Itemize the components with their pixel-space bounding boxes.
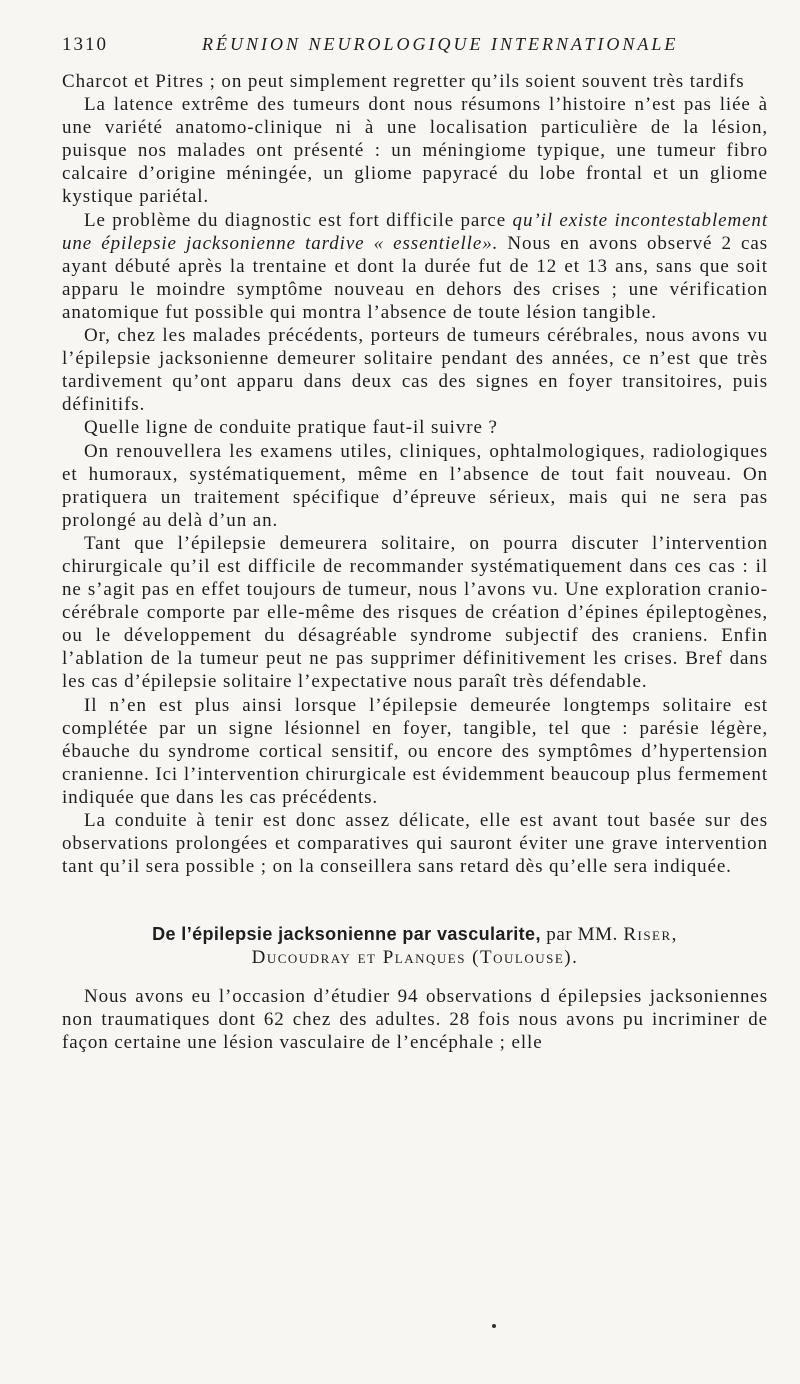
print-speck [492,1324,496,1328]
section-paragraph: Nous avons eu l’occasion d’étudier 94 observations d épilepsies jacksoniennes non traumatiques dont 62 chez des adultes. 28 fois nous avons pu incriminer de façon certaine une lésion vasculaire de l’encéphale ; elle [62,986,768,1054]
page [62,34,768,1055]
running-head: RÉUNION NEUROLOGIQUE INTERNATIONALE [202,34,679,54]
paragraph-1: Charcot et Pitres ; on peut simplement regretter qu’ils soient souvent très tardifs [62,71,745,92]
paragraph-6: On renouvellera les examens utiles, cliniques, ophtalmologiques, radiologiques et humoraux, systématiquement, même en l’absence de tout fait nouveau. On pratiquera un traitement spécifique d’épreuve sérieux, mais qui ne sera pas prolongé au delà d’un an. [62,440,768,531]
authors-line-2: Ducoudray et Planques (Toulouse). [251,947,579,969]
paragraph-3-before: Le problème du diagnostic est fort difficile parce [84,209,513,231]
paragraph-2: La latence extrême des tumeurs dont nous résumons l’histoire n’est pas liée à une variété anatomo-clinique ni à une localisation particulière de la lésion, puisque nos malades ont présenté : un méningiome typique, une tumeur fibro calcaire d’origine méningée, un gliome papyracé du lobe frontal et un gliome kystique pariétal. [62,94,768,208]
paragraph-3-italic: qu’il existe incontestablement une épilepsie jacksonienne tardive « essentielle». [62,209,768,254]
paragraph-3-after: Nous en avons observé 2 cas ayant débuté après la trentaine et dont la durée fut de 12 et 13 ans, sans que soit apparu le moindre symptôme nouveau en dehors des crises ; une vérification anatomique fut possible qui montra l’absence de toute lésion tangible. [62,232,768,323]
section-body [62,985,768,1054]
paragraph-7: Tant que l’épilepsie demeurera solitaire, on pourra discuter l’intervention chirurgicale qu’il est difficile de recommander systématiquement dans ces cas : il ne s’agit pas en effet toujours de tumeur, nous l’avons vu. Une exploration cranio-cérébrale comporte par elle-même des risques de création d’épines épileptogènes, ou le développement du désagréable syndrome subjectif des craniens. Enfin l’ablation de la tumeur peut ne pas supprimer définitivement les crises. Bref dans les cas d’épilepsie solitaire l’expectative nous paraît très défendable. [62,532,768,693]
article-body [62,70,768,878]
paragraph-9: La conduite à tenir est donc assez délicate, elle est avant tout basée sur des observations prolongées et comparatives qui sauront éviter une grave intervention tant qu’il sera possible ; on la conseillera sans retard dès qu’elle sera indiquée. [62,810,768,878]
paragraph-8: Il n’en est plus ainsi lorsque l’épilepsie demeurée longtemps solitaire est complétée par un signe lésionnel en foyer, tangible, tel que : parésie légère, ébauche du syndrome cortical sensitif, ou encore des symptômes d’hypertension cranienne. Ici l’intervention chirurgicale est évidemment beaucoup plus fermement indiquée que dans les cas précédents. [62,694,768,808]
page-number: 1310 [62,34,108,55]
paragraph-3 [62,209,768,324]
author-riser: Riser, [623,924,678,946]
section-title: De l’épilepsie jacksonienne par vascularite, [152,924,541,945]
page-header [62,34,768,64]
paragraph-5: Quelle ligne de conduite pratique faut-il suivre ? [84,417,498,439]
byline-par: par MM. [546,924,618,946]
paragraph-4: Or, chez les malades précédents, porteurs de tumeurs cérébrales, nous avons vu l’épilepsie jacksonienne demeurer solitaire pendant des années, ce n’est que très tardivement qu’ont apparu dans deux cas des signes en foyer transitoires, puis définitifs. [62,325,768,416]
section-heading [62,923,768,969]
